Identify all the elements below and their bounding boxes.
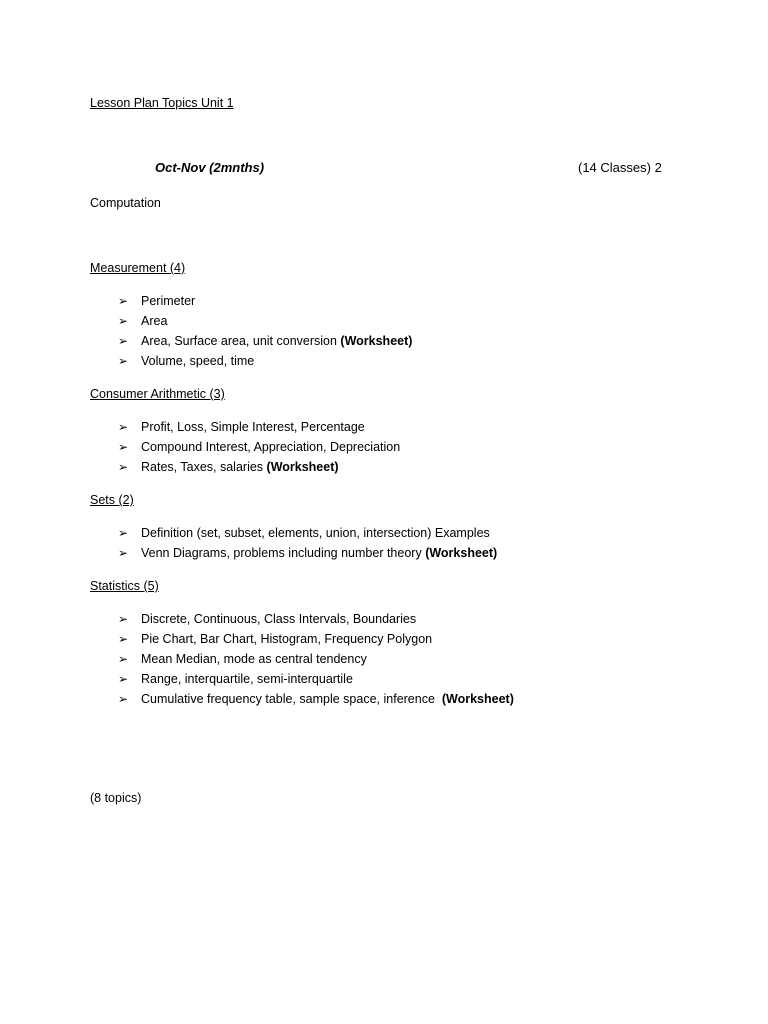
item-text: Area, Surface area, unit conversion — [141, 334, 341, 348]
section-heading-measurement: Measurement (4) — [90, 261, 186, 275]
arrow-bullet-icon: ➢ — [118, 294, 129, 308]
arrow-bullet-icon: ➢ — [118, 526, 129, 540]
list-item — [118, 651, 514, 671]
item-text: Area — [141, 314, 168, 328]
item-tag: (Worksheet) — [266, 460, 339, 474]
item-tag: (Worksheet) — [425, 546, 498, 560]
item-text: Discrete, Continuous, Class Intervals, Boundaries — [141, 612, 417, 626]
list-item — [118, 353, 412, 373]
section-heading-statistics: Statistics (5) — [90, 579, 159, 593]
item-text: Venn Diagrams, problems including number theory — [141, 546, 426, 560]
period-label: Oct-Nov (2mnths) — [155, 160, 265, 175]
list-item — [118, 525, 497, 545]
arrow-bullet-icon: ➢ — [118, 612, 129, 626]
list-item — [118, 671, 514, 691]
item-text: Cumulative frequency table, sample space, inference — [141, 692, 442, 706]
arrow-bullet-icon: ➢ — [118, 440, 129, 454]
consumer-list — [118, 419, 400, 479]
item-tag: (Worksheet) — [340, 334, 413, 348]
list-item — [118, 631, 514, 651]
sets-list — [118, 525, 497, 565]
list-item — [118, 419, 400, 439]
arrow-bullet-icon: ➢ — [118, 354, 129, 368]
list-item — [118, 611, 514, 631]
list-item — [118, 439, 400, 459]
item-text: Pie Chart, Bar Chart, Histogram, Frequency Polygon — [141, 632, 433, 646]
arrow-bullet-icon: ➢ — [118, 420, 129, 434]
item-text: Range, interquartile, semi-interquartile — [141, 672, 353, 686]
section-heading-consumer-arithmetic: Consumer Arithmetic (3) — [90, 387, 225, 401]
statistics-list — [118, 611, 514, 711]
item-text: Volume, speed, time — [141, 354, 255, 368]
topics-count: (8 topics) — [90, 791, 142, 805]
classes-label: (14 Classes) 2 — [578, 160, 662, 175]
arrow-bullet-icon: ➢ — [118, 334, 129, 348]
list-item — [118, 313, 412, 333]
arrow-bullet-icon: ➢ — [118, 314, 129, 328]
list-item — [118, 691, 514, 711]
item-text: Definition (set, subset, elements, union, intersection) Examples — [141, 526, 490, 540]
arrow-bullet-icon: ➢ — [118, 692, 129, 706]
item-text: Compound Interest, Appreciation, Depreciation — [141, 440, 401, 454]
arrow-bullet-icon: ➢ — [118, 460, 129, 474]
arrow-bullet-icon: ➢ — [118, 652, 129, 666]
list-item — [118, 333, 412, 353]
item-text: Perimeter — [141, 294, 196, 308]
computation-heading: Computation — [90, 196, 161, 210]
list-item — [118, 459, 400, 479]
item-text: Mean Median, mode as central tendency — [141, 652, 367, 666]
item-text: Profit, Loss, Simple Interest, Percentage — [141, 420, 365, 434]
list-item — [118, 293, 412, 313]
item-tag: (Worksheet) — [441, 692, 514, 706]
document-title: Lesson Plan Topics Unit 1 — [90, 96, 234, 110]
section-heading-sets: Sets (2) — [90, 493, 134, 507]
item-text: Rates, Taxes, salaries — [141, 460, 267, 474]
measurement-list — [118, 293, 412, 373]
arrow-bullet-icon: ➢ — [118, 546, 129, 560]
list-item — [118, 545, 497, 565]
arrow-bullet-icon: ➢ — [118, 632, 129, 646]
arrow-bullet-icon: ➢ — [118, 672, 129, 686]
